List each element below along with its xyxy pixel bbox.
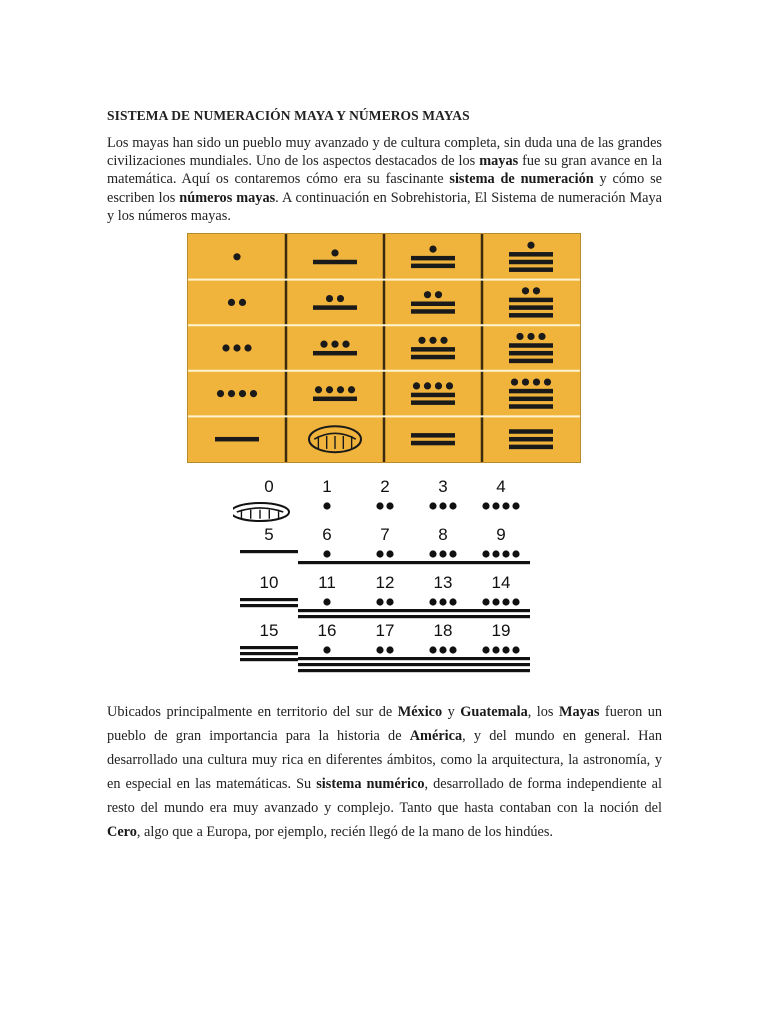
text-run: y cómo se escriben los (107, 171, 662, 206)
dot-glyph (326, 386, 333, 393)
bar-glyph (411, 256, 455, 261)
dot-glyph (446, 382, 453, 389)
bar-glyph (509, 437, 553, 442)
text-run: , y del mundo en general. Han desarrollado una cultura muy rica en diferentes ámbitos, como la arquitectura, la astronomía, y en especial en las matemáticas. Su (107, 728, 662, 792)
dot-glyph (482, 598, 489, 605)
bar-glyph (472, 663, 530, 666)
numeral-label: 14 (491, 573, 511, 592)
maya-numeral-13 (411, 337, 455, 360)
text-run: fueron un pueblo de gran importancia para la historia de (107, 704, 662, 744)
dot-glyph (512, 646, 519, 653)
maya-numeral-2 (228, 299, 246, 306)
dot-glyph (323, 502, 330, 509)
bar-glyph (509, 359, 553, 364)
dot-glyph (228, 299, 235, 306)
bar-glyph (509, 343, 553, 348)
bar-glyph (298, 663, 356, 666)
dot-glyph (337, 386, 344, 393)
dot-glyph (544, 378, 551, 385)
numeral-label: 1 (322, 477, 332, 496)
bar-glyph (298, 657, 356, 660)
maya-numeral-14 (411, 382, 455, 405)
dot-glyph (429, 246, 436, 253)
numeral-label: 11 (318, 573, 336, 592)
dot-glyph (376, 550, 383, 557)
dot-glyph (512, 550, 519, 557)
dot-glyph (533, 378, 540, 385)
maya-numeral-0 (309, 426, 361, 452)
bar-glyph (472, 669, 530, 672)
text-run: , los (527, 704, 559, 720)
dot-glyph (429, 646, 436, 653)
bold-term: mayas (479, 153, 519, 170)
dot-glyph (482, 550, 489, 557)
bar-glyph (472, 615, 530, 618)
bar-glyph (509, 267, 553, 272)
numeral-label: 10 (259, 573, 279, 592)
bar-glyph (411, 400, 455, 405)
dot-glyph (429, 598, 436, 605)
dot-glyph (239, 390, 246, 397)
page-title: SISTEMA DE NUMERACIÓN MAYA Y NÚMEROS MAYAS (107, 108, 470, 123)
bar-glyph (313, 305, 357, 310)
numeral-label: 2 (380, 477, 390, 496)
dot-glyph (250, 390, 257, 397)
bar-glyph (509, 404, 553, 409)
dot-glyph (512, 502, 519, 509)
bar-glyph (472, 561, 530, 564)
maya-numeral-17 (509, 287, 553, 317)
bar-glyph (240, 658, 298, 661)
bar-glyph (356, 663, 414, 666)
dot-glyph (439, 550, 446, 557)
bar-glyph (509, 445, 553, 450)
dot-glyph (522, 378, 529, 385)
dot-glyph (376, 646, 383, 653)
bold-term: México (397, 704, 443, 720)
dot-glyph (439, 502, 446, 509)
bar-glyph (411, 441, 455, 446)
bar-glyph (411, 393, 455, 398)
maya-numeral-8 (313, 341, 357, 356)
numeral-label: 8 (438, 525, 448, 544)
bar-glyph (472, 609, 530, 612)
numeral-label: 12 (375, 573, 395, 592)
dot-glyph (492, 646, 499, 653)
maya-numeral-10 (411, 433, 455, 445)
dot-glyph (386, 598, 393, 605)
bar-glyph (356, 615, 414, 618)
bar-glyph (313, 351, 357, 356)
dot-glyph (331, 341, 338, 348)
numeral-label: 5 (264, 525, 274, 544)
dot-glyph (228, 390, 235, 397)
maya-numeral-0 (233, 503, 289, 521)
bar-glyph (240, 598, 298, 601)
dot-glyph (376, 502, 383, 509)
text-run: . A continuación en Sobrehistoria, El Sistema de numeración Maya y los números mayas. (107, 189, 663, 224)
dot-glyph (386, 502, 393, 509)
maya-numeral-18 (509, 333, 553, 363)
bold-term: números mayas (179, 189, 276, 206)
maya-numeral-6 (313, 249, 357, 264)
bar-glyph (298, 669, 356, 672)
dot-glyph (323, 550, 330, 557)
dot-glyph (502, 502, 509, 509)
bar-glyph (356, 561, 414, 564)
dot-glyph (527, 333, 534, 340)
dot-glyph (342, 341, 349, 348)
numeral-label: 17 (375, 621, 395, 640)
bar-glyph (298, 609, 356, 612)
bar-glyph (414, 657, 472, 660)
bold-term: Cero (107, 824, 137, 840)
numeral-label: 7 (380, 525, 390, 544)
dot-glyph (492, 598, 499, 605)
dot-glyph (326, 295, 333, 302)
maya-grid-svg (188, 234, 580, 462)
dot-glyph (492, 502, 499, 509)
maya-numeral-4 (217, 390, 257, 397)
bar-glyph (411, 347, 455, 352)
bold-term: sistema de numeración (449, 171, 594, 188)
dot-glyph (424, 291, 431, 298)
text-run: fue su gran avance en la matemática. Aquí os contaremos cómo era su fascinante (107, 153, 662, 188)
maya-numeral-7 (313, 295, 357, 310)
dot-glyph (511, 378, 518, 385)
dot-glyph (413, 382, 420, 389)
dot-glyph (516, 333, 523, 340)
bar-glyph (472, 657, 530, 660)
dot-glyph (323, 598, 330, 605)
bar-glyph (509, 305, 553, 310)
bold-term: América (409, 728, 463, 744)
bar-glyph (509, 298, 553, 303)
bold-term: Guatemala (460, 704, 528, 720)
bar-glyph (411, 264, 455, 269)
bar-glyph (414, 615, 472, 618)
dot-glyph (418, 337, 425, 344)
dot-glyph (217, 390, 224, 397)
dot-glyph (320, 341, 327, 348)
dot-glyph (323, 646, 330, 653)
dot-glyph (482, 646, 489, 653)
bold-term: sistema numérico (316, 776, 425, 792)
dot-glyph (435, 382, 442, 389)
numeral-label: 3 (438, 477, 448, 496)
bar-glyph (215, 437, 259, 442)
dot-glyph (233, 344, 240, 351)
maya-numeral-11 (411, 246, 455, 269)
dot-glyph (492, 550, 499, 557)
maya-numeral-5 (215, 437, 259, 442)
body-paragraph (107, 700, 662, 844)
maya-numeral-16 (509, 242, 553, 272)
bar-glyph (411, 355, 455, 360)
bar-glyph (509, 252, 553, 256)
dot-glyph (429, 550, 436, 557)
bar-glyph (411, 433, 455, 438)
dot-glyph (449, 502, 456, 509)
bar-glyph (356, 669, 414, 672)
dot-glyph (449, 598, 456, 605)
text-run: , algo que a Europa, por ejemplo, recién llegó de la mano de los hindúes. (136, 824, 553, 840)
bar-glyph (509, 429, 553, 434)
dot-glyph (502, 598, 509, 605)
maya-numbers-svg (233, 474, 533, 674)
intro-paragraph (107, 134, 662, 225)
bar-glyph (414, 609, 472, 612)
bar-glyph (298, 615, 356, 618)
numeral-label: 16 (317, 621, 337, 640)
bar-glyph (356, 609, 414, 612)
dot-glyph (435, 291, 442, 298)
dot-glyph (429, 502, 436, 509)
maya-numeral-1 (233, 253, 240, 260)
bar-glyph (411, 302, 455, 307)
dot-glyph (439, 598, 446, 605)
dot-glyph (538, 333, 545, 340)
bar-glyph (509, 260, 553, 265)
text-run: Ubicados principalmente en territorio del sur de (107, 704, 398, 720)
dot-glyph (527, 242, 534, 249)
dot-glyph (440, 337, 447, 344)
bar-glyph (240, 646, 298, 649)
bar-glyph (509, 389, 553, 394)
bar-glyph (411, 309, 455, 314)
dot-glyph (386, 550, 393, 557)
bar-glyph (509, 397, 553, 402)
dot-glyph (337, 295, 344, 302)
bar-glyph (509, 351, 553, 356)
dot-glyph (315, 386, 322, 393)
dot-glyph (239, 299, 246, 306)
dot-glyph (512, 598, 519, 605)
dot-glyph (429, 337, 436, 344)
dot-glyph (533, 287, 540, 294)
maya-numerals-grid-image (187, 233, 581, 463)
numeral-label: 0 (264, 477, 274, 496)
dot-glyph (439, 646, 446, 653)
dot-glyph (233, 253, 240, 260)
dot-glyph (376, 598, 383, 605)
bar-glyph (240, 604, 298, 607)
dot-glyph (331, 249, 338, 256)
dot-glyph (502, 550, 509, 557)
maya-numeral-19 (509, 378, 553, 408)
dot-glyph (222, 344, 229, 351)
maya-numeral-12 (411, 291, 455, 314)
bar-glyph (240, 652, 298, 655)
bar-glyph (298, 561, 356, 564)
maya-numbers-chart-image (233, 474, 533, 674)
dot-glyph (449, 550, 456, 557)
maya-numeral-3 (222, 344, 251, 351)
bold-term: Mayas (558, 704, 600, 720)
bar-glyph (240, 550, 298, 553)
maya-numeral-15 (509, 429, 553, 449)
dot-glyph (244, 344, 251, 351)
bar-glyph (356, 657, 414, 660)
numeral-label: 6 (322, 525, 332, 544)
dot-glyph (449, 646, 456, 653)
numeral-label: 15 (259, 621, 279, 640)
dot-glyph (348, 386, 355, 393)
bar-glyph (414, 669, 472, 672)
maya-numeral-9 (313, 386, 357, 401)
bar-glyph (414, 561, 472, 564)
dot-glyph (386, 646, 393, 653)
dot-glyph (502, 646, 509, 653)
dot-glyph (424, 382, 431, 389)
bar-glyph (509, 313, 553, 318)
numeral-label: 19 (491, 621, 511, 640)
numeral-label: 13 (433, 573, 453, 592)
bar-glyph (313, 397, 357, 402)
bar-glyph (313, 260, 357, 265)
text-run: , desarrollado de forma independiente al resto del mundo era muy avanzado y complejo. Tanto que hasta contaban con la noción del (107, 776, 663, 816)
numeral-label: 18 (433, 621, 453, 640)
bar-glyph (414, 663, 472, 666)
text-run: Los mayas han sido un pueblo muy avanzado y de cultura completa, sin duda una de las grandes civilizaciones mundiales. Uno de los aspectos destacados de los (107, 135, 662, 170)
text-run: y (442, 704, 461, 720)
dot-glyph (522, 287, 529, 294)
numeral-label: 4 (496, 477, 506, 496)
numeral-label: 9 (496, 525, 506, 544)
dot-glyph (482, 502, 489, 509)
